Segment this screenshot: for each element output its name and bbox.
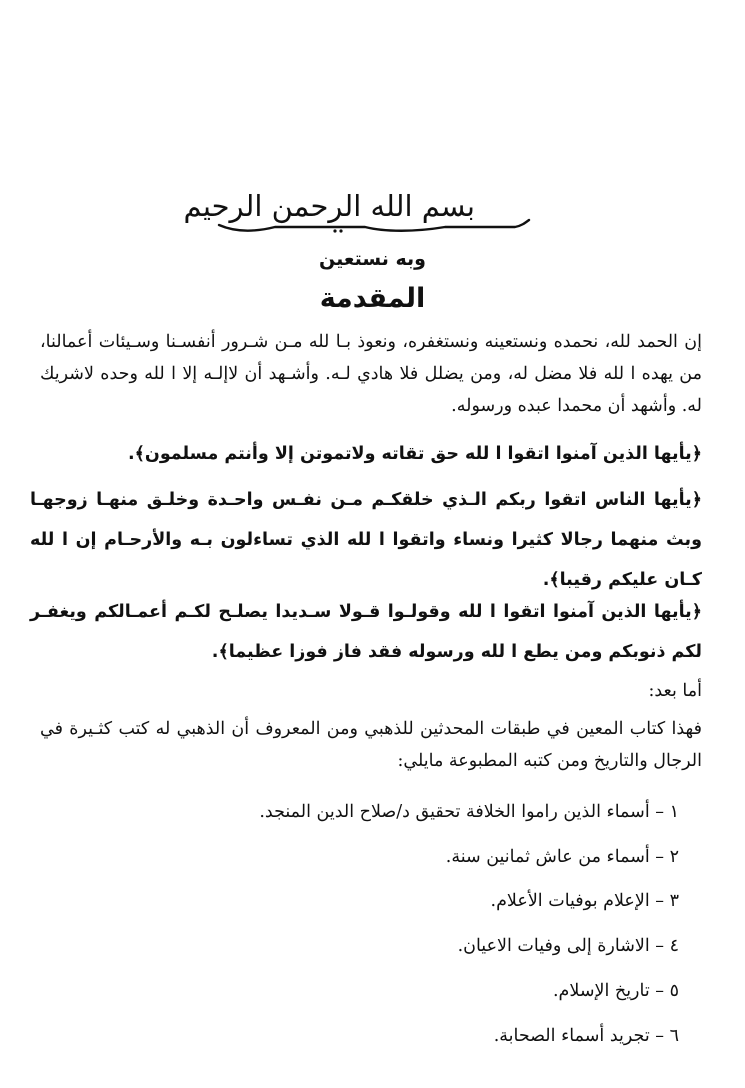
list-item: ٦ – تجريد أسماء الصحابة. <box>493 1026 679 1046</box>
subheading: وبه نستعين <box>319 248 426 270</box>
basmala-text: بسم الله الرحمن الرحيم <box>183 189 475 223</box>
book-paragraph: فهذا كتاب المعين في طبقات المحدثين للذهبي ومن المعروف أن الذهبي له كتب كثـيرة في الرجال والتاريخ ومن كتبه المطبوعة مايلي: <box>40 719 702 771</box>
list-item: ١ – أسماء الذين راموا الخلافة تحقيق د/صلاح الدين المنجد. <box>259 802 679 822</box>
amma-bad-heading: أما بعد: <box>648 681 702 701</box>
basmala-flourish <box>215 216 533 234</box>
list-item: ٥ – تاريخ الإسلام. <box>552 981 679 1001</box>
verse-3: ﴿يأيها الذين آمنوا اتقوا ا لله وقولـوا قـولا سـديدا يصلـح لكـم أعمـالكم ويغفـر لكم ذنوبكم ومن يطع ا لله ورسوله فقد فاز فوزا عظيما﴾. <box>30 602 702 662</box>
list-item: ٢ – أسماء من عاش ثمانين سنة. <box>445 847 679 867</box>
list-item: ٤ – الاشارة إلى وفيات الاعيان. <box>457 936 679 956</box>
list-item: ٣ – الإعلام بوفيات الأعلام. <box>490 891 679 911</box>
intro-paragraph: إن الحمد لله، نحمده ونستعينه ونستغفره، ونعوذ بـا لله مـن شـرور أنفسـنا وسـيئات أعمالنا، من يهده ا لله فلا مضل له، ومن يضلل فلا هادي لـه. وأشـهد أن لاإلـه إلا ا لله وحده لاشريك له. وأشهد أن محمدا عبده ورسوله. <box>40 332 702 416</box>
verse-1: ﴿يأيها الذين آمنوا اتقوا ا لله حق تقاته ولاتموتن إلا وأنتم مسلمون﴾. <box>128 444 702 464</box>
verse-2: ﴿يأيها الناس اتقوا ربكم الـذي خلقكـم مـن نفـس واحـدة وخلـق منهـا زوجهـا وبث منهما رجالا كثيرا ونساء واتقوا ا لله الذي تساءلون بـه والأرحـام إن ا لله كـان عليكم رقيبا﴾. <box>30 490 702 590</box>
basmala-calligraphy <box>183 186 533 236</box>
page-title: المقدمة <box>319 283 426 314</box>
